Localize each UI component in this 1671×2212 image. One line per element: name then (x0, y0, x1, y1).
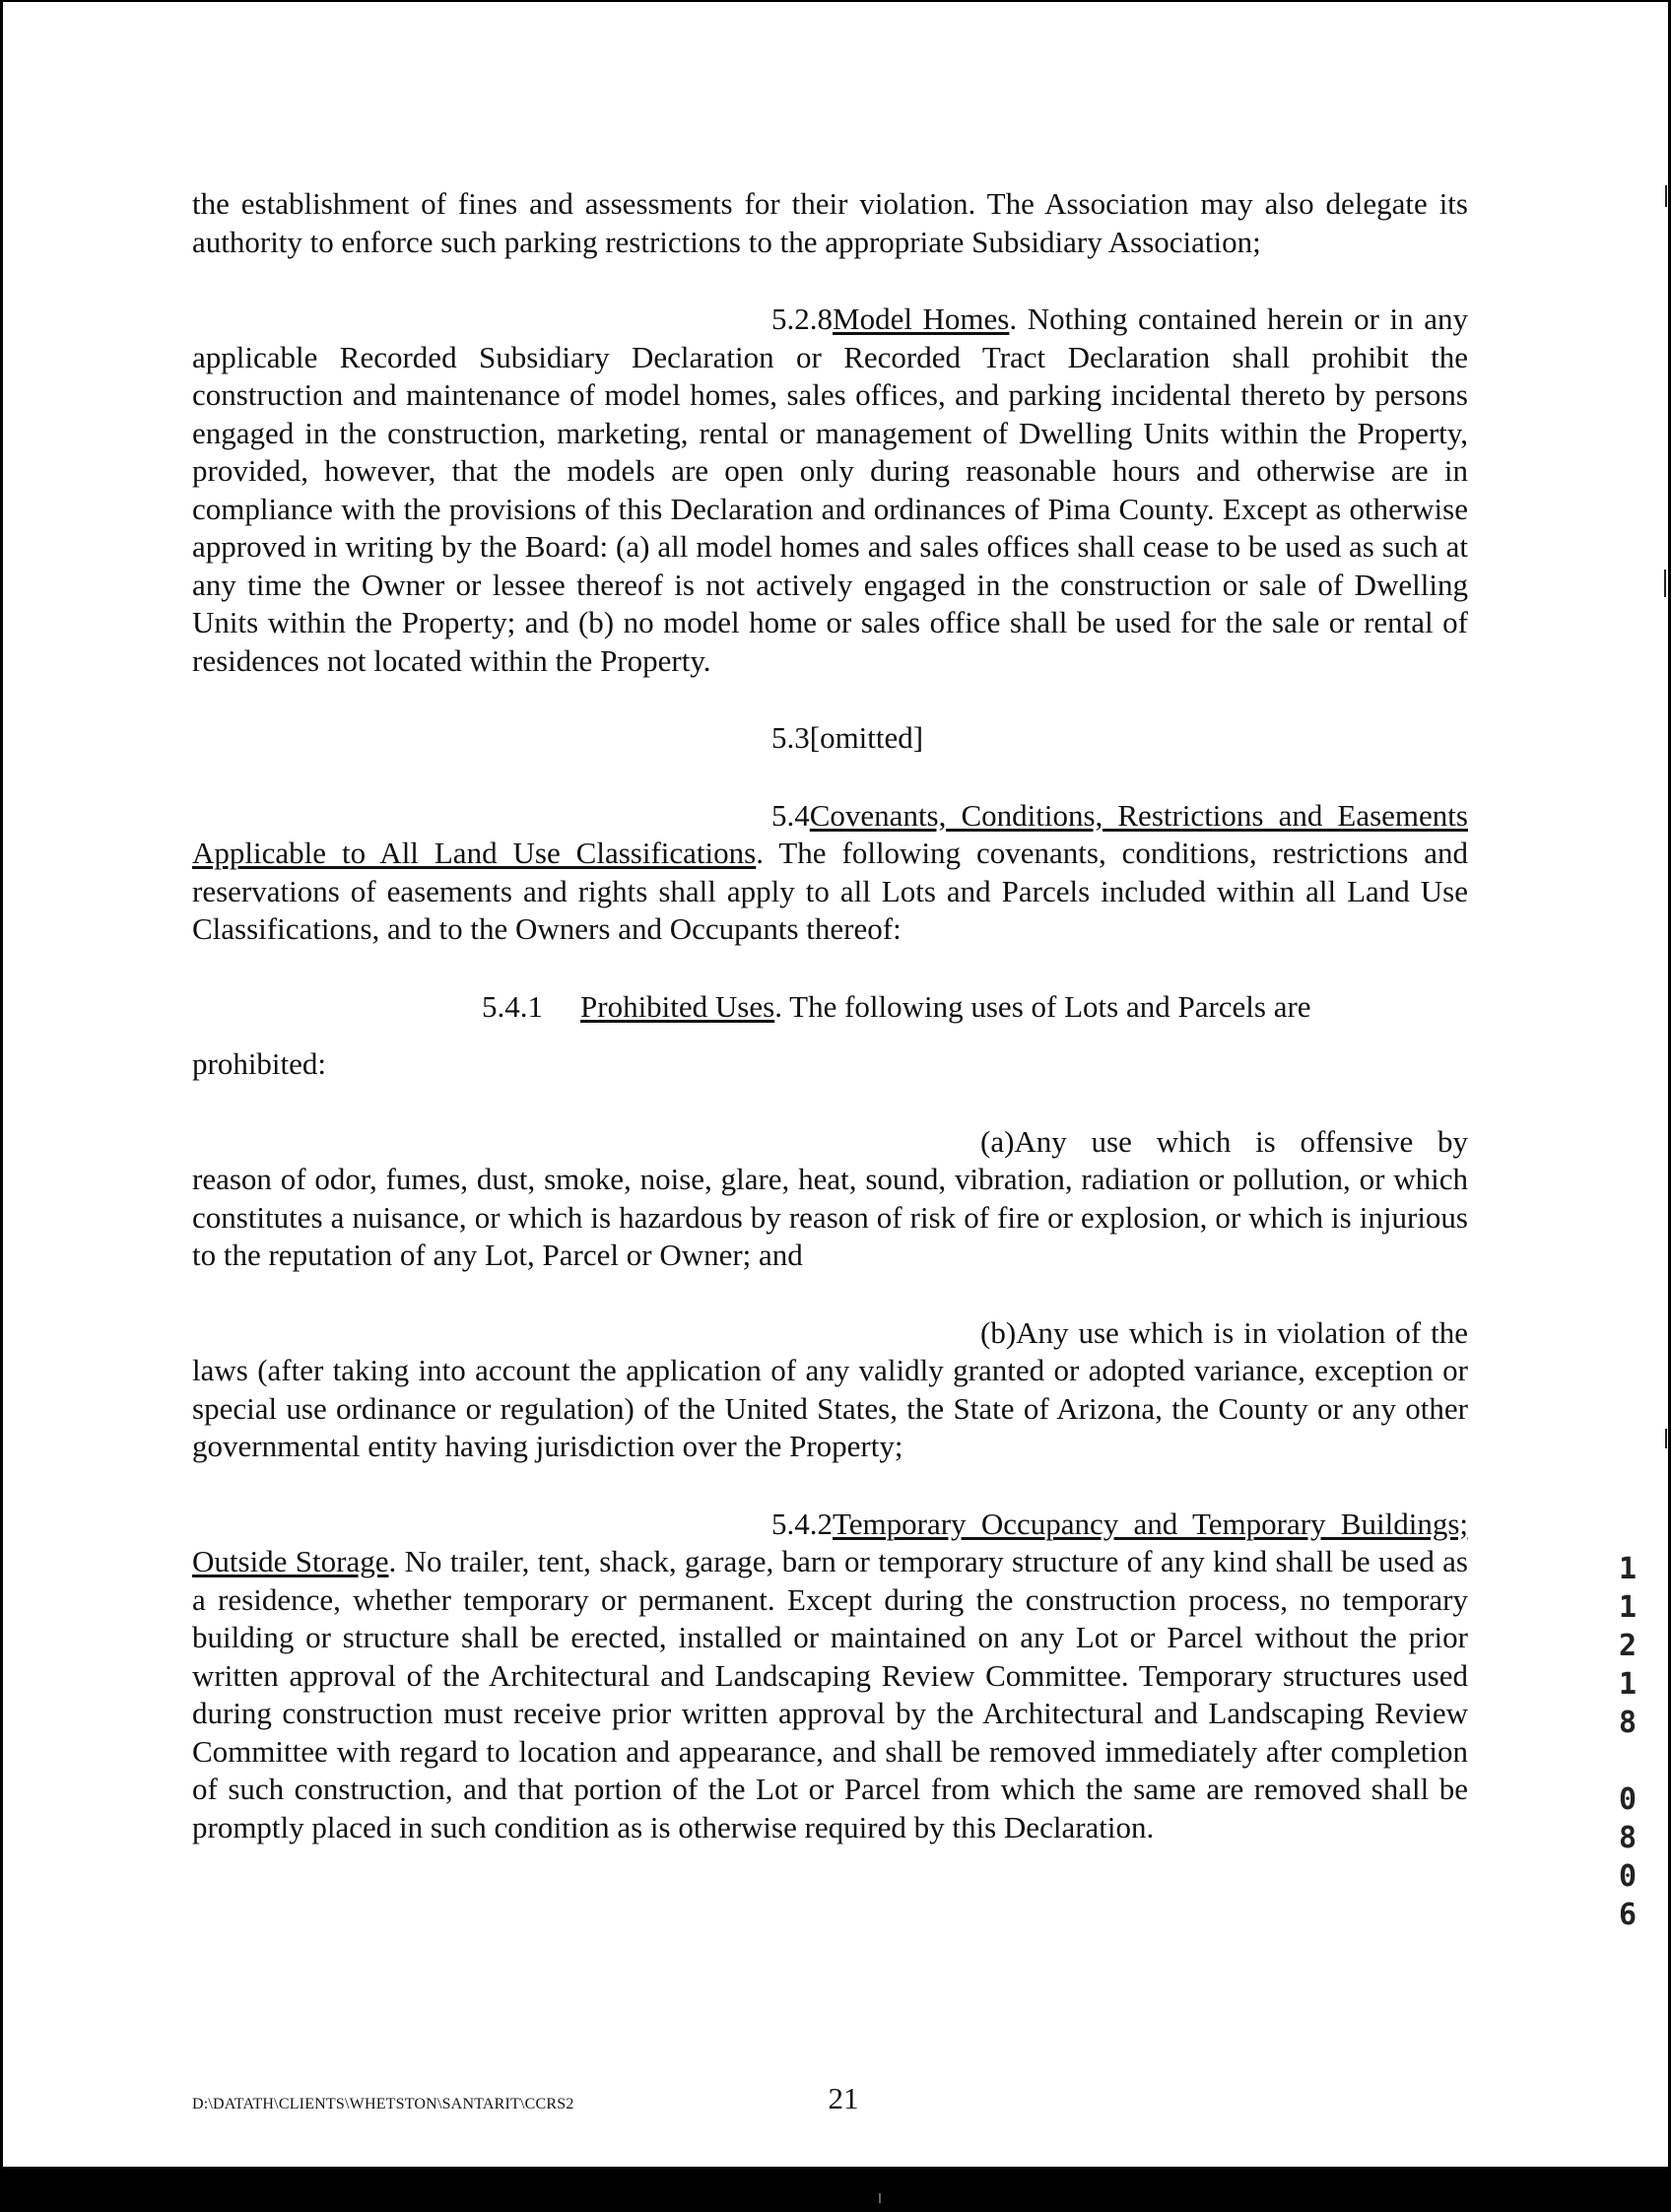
scan-mark (1665, 1429, 1667, 1448)
page-number: 21 (828, 2081, 859, 2115)
section-number: 5.4.2 (771, 1506, 833, 1541)
scan-edge-top (0, 0, 1671, 2)
section-number: 5.4.1 (482, 988, 543, 1024)
carryover-paragraph: the establishment of fines and assessments for their violation. The Association may also delegate its authority to enforce such parking restrictions to the appropriate Subsidiary Association; (192, 186, 1468, 259)
section-number: 5.4 (771, 797, 810, 833)
section-number: 5.2.8 (771, 302, 833, 336)
section-5-3 (192, 719, 1468, 758)
scan-edge-left (0, 0, 3, 2212)
section-text: . The following covenants, conditions, restrictions and reservations of easements and rights shall apply to all Lots and Parcels included within all Land Use Classifications, and to the Owners and Occupants thereof: (192, 836, 1468, 946)
section-5-4-1 (192, 988, 1468, 1084)
section-text: [omitted] (809, 720, 924, 755)
stamp-digit: 2 (1618, 1629, 1638, 1663)
section-title: Covenants, Conditions, Restrictions and Easements Applicable to All Land Use Classifications (192, 797, 1468, 870)
stamp-digit: 1 (1618, 1590, 1638, 1625)
section-5-2-8 (192, 301, 1468, 680)
section-text: . No trailer, tent, shack, garage, barn or temporary structure of any kind shall be used as a residence, whether temporary or permanent. Except during the construction process, no temporary building or structure shall be erected, installed or maintained on any Lot or Parcel without the prior written approval of the Architectural and Landscaping Review Committee. Temporary structures used during construction must receive prior written approval by the Architectural and Landscaping Review Committee with regard to location and appearance, and shall be removed immediately after completion of such construction, and that portion of the Lot or Parcel from which the same are removed shall be promptly placed in such condition as is otherwise required by this Declaration. (192, 1544, 1468, 1844)
stamp-digit: 0 (1618, 1859, 1638, 1894)
item-label: (a) (980, 1123, 1015, 1159)
document-body (192, 185, 1468, 1846)
item-text: Any use which is offensive by reason of odor, fumes, dust, smoke, noise, glare, heat, sound, vibration, radiation or pollution, or which constitutes a nuisance, or which is hazardous by reason of risk of fire or explosion, or which is injurious to the reputation of any Lot, Parcel or Owner; and (192, 1123, 1468, 1272)
section-5-4-1-heading (192, 988, 1468, 1027)
scan-bottom-band (0, 2167, 1671, 2212)
item-text: Any use which is in violation of the laws (after taking into account the application of any validly granted or adopted variance, exception or special use ordinance or regulation) of the United States, the State of Arizona, the County or any other governmental entity having jurisdiction over the Property; (192, 1314, 1468, 1463)
recording-stamp (1608, 1550, 1647, 1934)
stamp-digit: 6 (1618, 1898, 1638, 1932)
section-5-4-1-continuation: prohibited: (192, 1046, 327, 1081)
section-title: Temporary Occupancy and Temporary Buildings; Outside Storage (192, 1506, 1468, 1578)
stamp-digit: 8 (1618, 1706, 1638, 1740)
stamp-digit: 1 (1618, 1667, 1638, 1702)
scan-mark (1665, 185, 1667, 207)
section-title: Prohibited Uses (580, 988, 775, 1024)
section-5-4 (192, 797, 1468, 949)
scan-mark (879, 2193, 881, 2203)
section-5-4-1-a (192, 1123, 1468, 1275)
stamp-digit: 8 (1618, 1821, 1638, 1855)
scan-mark (1664, 570, 1666, 597)
section-number: 5.3 (771, 720, 810, 755)
stamp-digit: 0 (1618, 1782, 1638, 1817)
section-5-4-2 (192, 1506, 1468, 1847)
stamp-digit: 1 (1618, 1552, 1638, 1586)
stamp-spacer (1608, 1742, 1647, 1780)
item-label: (b) (980, 1314, 1017, 1350)
section-text: . Nothing contained herein or in any applicable Recorded Subsidiary Declaration or Recorded Tract Declaration shall prohibit the construction and maintenance of model homes, sales offices, and parking incidental thereto by persons engaged in the construction, marketing, rental or management of Dwelling Units within the Property, provided, however, that the models are open only during reasonable hours and otherwise are in compliance with the provisions of this Declaration and ordinances of Pima County. Except as otherwise approved in writing by the Board: (a) all model homes and sales offices shall cease to be used as such at any time the Owner or lessee thereof is not actively engaged in the construction or sale of Dwelling Units within the Property; and (b) no model home or sales office shall be used for the sale or rental of residences not located within the Property. (192, 302, 1468, 678)
section-text: . The following uses of Lots and Parcels are (774, 988, 1311, 1024)
section-5-4-1-b (192, 1314, 1468, 1466)
section-title: Model Homes (833, 302, 1010, 336)
file-path-footer: D:\DATATH\CLIENTS\WHETSTON\SANTARIT\CCRS2 (192, 2096, 574, 2112)
